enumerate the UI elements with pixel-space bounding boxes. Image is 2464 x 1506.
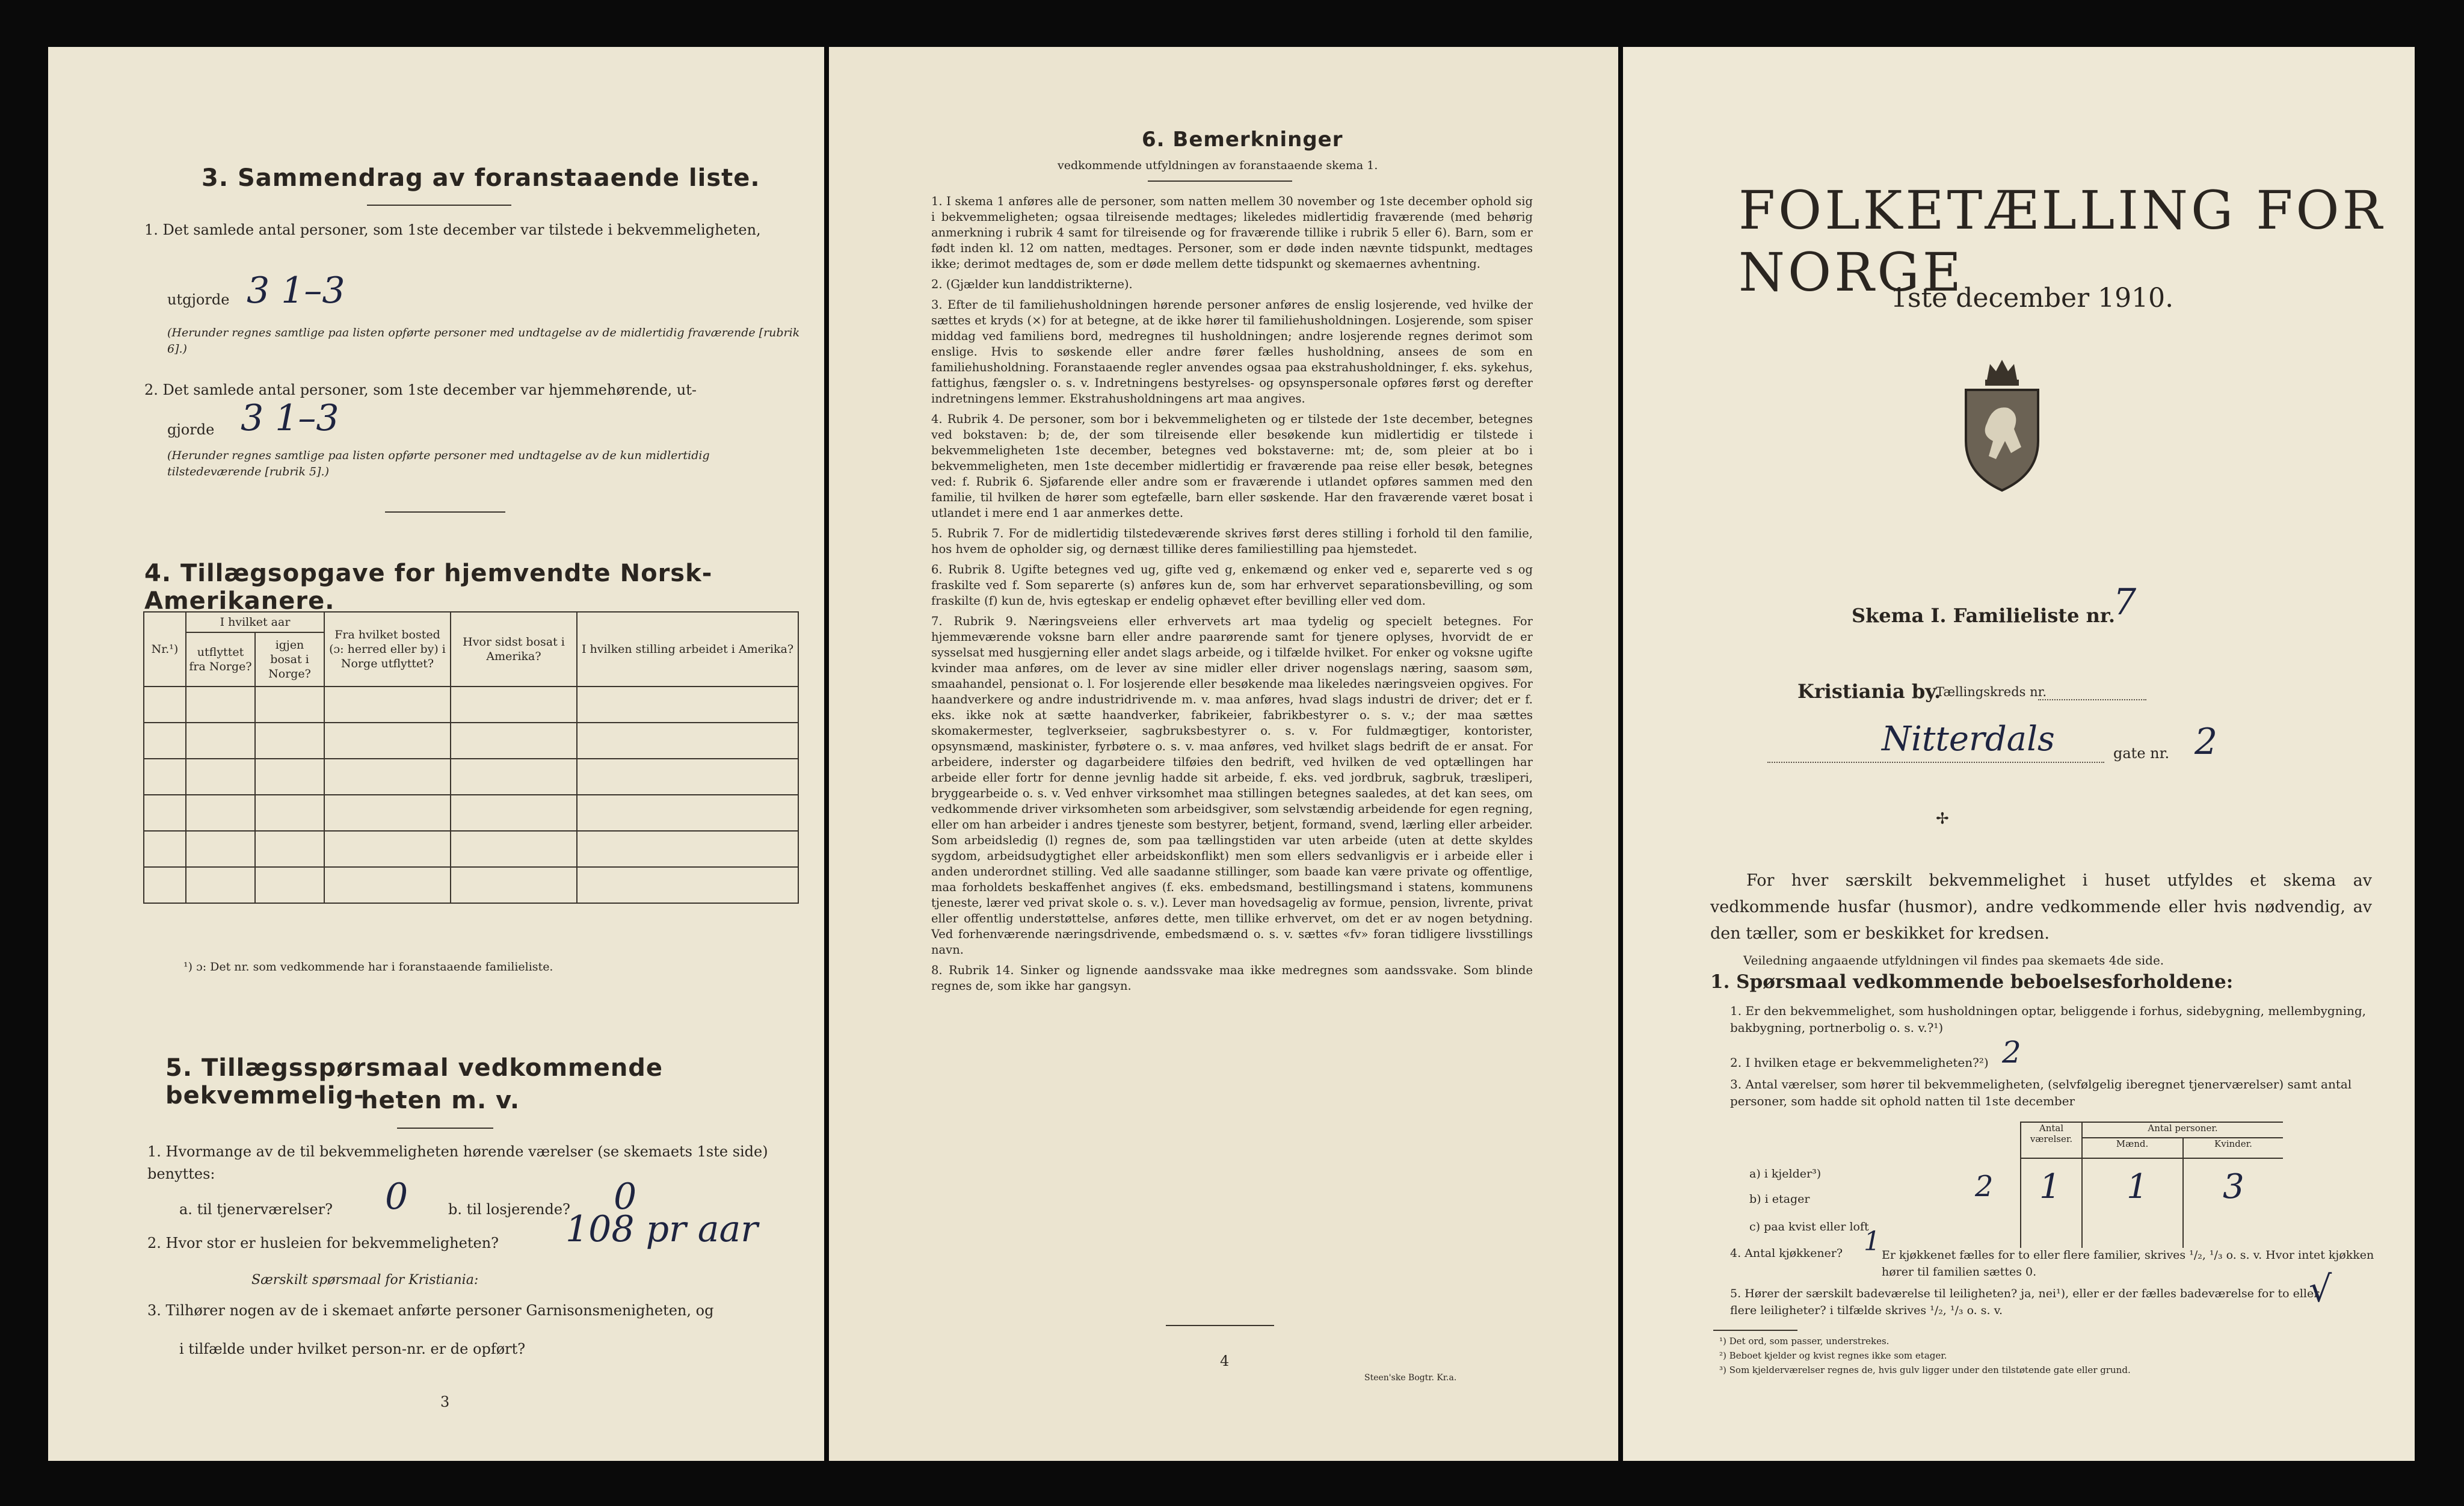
- street-value[interactable]: Nitterdals: [1882, 720, 2055, 759]
- maend-etager[interactable]: 1: [2127, 1167, 2148, 1206]
- q2-text: 2. Hvor stor er husleien for bekvemmeligheten?: [147, 1235, 499, 1251]
- page-number: 3: [440, 1393, 450, 1410]
- printer-mark: Steen'ske Bogtr. Kr.a.: [1364, 1373, 1457, 1383]
- col-antal-personer: Antal personer.: [2083, 1122, 2283, 1138]
- divider: [1148, 181, 1292, 182]
- table-row: [144, 759, 798, 795]
- table-row: [144, 795, 798, 831]
- veiledning: Veiledning angaaende utfyldningen vil findes paa skemaets 4de side.: [1743, 953, 2164, 967]
- left-page: [48, 47, 824, 1461]
- question-1: 1. Er den bekvemmelighet, som husholdningen optar, beliggende i forhus, sidebygning, mellembygning, bakbygning, portnerbolig o. s. v.?¹): [1730, 1004, 2366, 1035]
- note-item: 7. Rubrik 9. Næringsveiens eller erhvervets art maa tydelig og specielt betegnes. For hjemmeværende voksne barn eller andre paarørende samt for tjenere oplyses, hvorvidt de er sysselsat med husgjerning eller andet slags arbeide, og i tilfælde hvilket. For enker og voksne ugifte kvinder maa anføres, om de lever av sine midler eller driver nogenslags næring, saasom søm, smaahandel, pensionat o. l. For losjerende eller besøkende maa likeledes næringsveien opgives. For haandverkere og andre industridrivende m. v. maa anføres, hvad slags industri de driver; det er f. eks. ikke nok at sætte haandverker, fabrikeier, fabrikbestyrer o. s. v.; der maa sættes skomakermester, teglverkseier, sagbruksbestyrer o. s. v. For fuldmægtiger, kontorister, opsynsmænd, maskinister, fyrbøtere o. s. v. maa anføres, ved hvilket slags bedrift de er ansat. For arbeidere, inderster og dagarbeidere tilføies den bedrift, ved hvilken de ved optællingen har arbeide eller fortr for denne jevnlig hadde sit arbeide, f. eks. ved jordbruk, sagbruk, træsliperi, bryggearbeide o. s. v. Ved enhver virksomhet maa stillingen betegnes saaledes, at det kan sees, om vedkommende driver virksomheten som arbeidsgiver, som selvstændig arbeidende for egen regning, eller om han arbeider i andres tjeneste som bestyrer, betjent, formand, svend, lærling eller arbeider. Som arbeidsledig (l) regnes de, som paa tællingstiden var uten arbeide (uten at dette skyldes sygdom, arbeidsudygtighet eller arbeidskonflikt) men som ellers sedvanligvis er i arbeide eller i anden underordnet stilling. Ved alle saadanne stillinger, som baade kan være private og offentlige, maa forholdets beskaffenhet angives (f. eks. embedsmand, bestillingsmand i statens, kommunens tjeneste, lærer ved privat skole o. s. v.). Lever man hovedsagelig av formue, pension, livrente, privat eller offentlig understøttelse, anføres dette, men tillike erhvervet, om det er av nogen betydning. Ved forhenværende næringsdrivende, embedsmænd o. s. v. sættes «fv» foran tidligere livsstillings navn.: [931, 614, 1533, 957]
- middle-page: [829, 47, 1618, 1461]
- questions-title: 1. Spørsmaal vedkommende beboelsesforholdene:: [1710, 971, 2234, 993]
- table-footnote: ¹) ɔ: Det nr. som vedkommende har i foranstaaende familieliste.: [183, 960, 553, 974]
- city: Kristiania by.: [1797, 680, 1941, 703]
- room-table: [2020, 1122, 2283, 1248]
- item-2-note: (Herunder regnes samtlige paa listen opførte personer med undtagelse av de kun midlertidig tilstedeværende [rubrik 5].): [167, 449, 710, 478]
- row-kvist: c) paa kvist eller loft: [1749, 1220, 1869, 1233]
- table-row: [144, 867, 798, 903]
- tellingskreds-field[interactable]: [2038, 699, 2146, 700]
- gate-label: gate nr.: [2113, 745, 2170, 762]
- q3-text2: i tilfælde under hvilket person-nr. er de opført?: [179, 1341, 526, 1357]
- divider: [385, 511, 505, 513]
- table-row: [144, 831, 798, 867]
- norsk-amerikanere-table: [143, 611, 799, 904]
- bemerkninger-title: 6. Bemerkninger: [1142, 128, 1343, 152]
- question-4: 4. Antal kjøkkener?: [1730, 1247, 1843, 1260]
- note-item: 8. Rubrik 14. Sinker og lignende aandssvake maa ikke medregnes som aandssvake. Som blinde regnes de, som ikke har gangsyn.: [931, 963, 1533, 993]
- row-etager: b) i etager: [1749, 1193, 1810, 1206]
- note-item: 2. (Gjælder kun landdistrikterne).: [931, 277, 1133, 291]
- item-1-utgjorde-label: utgjorde: [167, 291, 230, 308]
- ornament-icon: ✢: [1936, 810, 1949, 828]
- col-kvinder: Kvinder.: [2182, 1138, 2283, 1248]
- section-5-title-line2: heten m. v.: [361, 1087, 520, 1114]
- item-2-gjorde-label: gjorde: [167, 421, 215, 438]
- q1b-value[interactable]: 0: [614, 1176, 637, 1218]
- footnote-3: ³) Som kjelderværelser regnes de, hvis gulv ligger under den tilstøtende gate eller grund.: [1719, 1365, 2131, 1375]
- divider: [397, 1128, 493, 1129]
- q1-text: 1. Hvormange av de til bekvemmeligheten hørende værelser (se skemaets 1ste side) benyttes:: [147, 1143, 768, 1182]
- question-5: 5. Hører der særskilt badeværelse til leiligheten? ja, nei¹), eller er der fælles badeværelse for to eller flere leiligheter? i tilfælde skrives ¹/₂, ¹/₃ o. s. v.: [1730, 1287, 2320, 1317]
- col-utflyttet: utflyttet fra Norge?: [186, 632, 255, 687]
- page-number: 4: [1220, 1353, 1230, 1369]
- intro-text: For hver særskilt bekvemmelighet i huset utfyldes et skema av vedkommende husfar (husmor), andre vedkommende eller hvis nødvendig, av den tæller, som er beskikket for kredsen.: [1710, 871, 2372, 943]
- note-item: 6. Rubrik 8. Ugifte betegnes ved ug, gifte ved g, enkemænd og enker ved e, separerte ved s og fraskilte ved f. Som separerte (s) anføres kun de, som har erhvervet separationsbevilling, og som fraskilte (f) kun de, hvis egteskap er endelig ophævet efter bevilling eller ved dom.: [931, 563, 1533, 608]
- question-3: 3. Antal værelser, som hører til bekvemmeligheten, (selvfølgelig iberegnet tjenerværelser) samt antal personer, som hadde sit ophold natten til 1ste december: [1730, 1077, 2352, 1108]
- footnote-2: ²) Beboet kjelder og kvist regnes ikke som etager.: [1719, 1350, 1947, 1361]
- familieliste-nr[interactable]: 7: [2113, 581, 2137, 623]
- col-fra-hvilket-bosted: Fra hvilket bosted (ɔ: herred eller by) i Norge utflyttet?: [324, 612, 451, 687]
- col-stilling: I hvilken stilling arbeidet i Amerika?: [577, 612, 798, 687]
- col-maend: Mænd.: [2116, 1138, 2149, 1149]
- col-hvor-sidst-bosat: Hvor sidst bosat i Amerika?: [451, 612, 577, 687]
- kristiania-note: Særskilt spørsmaal for Kristiania:: [251, 1273, 479, 1288]
- row-etager-handwriting[interactable]: 2: [1975, 1170, 1994, 1203]
- date-line: 1ste december 1910.: [1891, 283, 2174, 313]
- q3-text: 3. Tilhører nogen av de i skemaet anførte personer Garnisonsmenigheten, og: [147, 1302, 714, 1319]
- coat-of-arms-icon: [1954, 357, 2050, 495]
- item-1-note: (Herunder regnes samtlige paa listen opførte personer med undtagelse av de midlertidig fraværende [rubrik 6].): [167, 326, 800, 356]
- q1a-value[interactable]: 0: [385, 1176, 408, 1218]
- section-3-title: 3. Sammendrag av foranstaaende liste.: [202, 164, 760, 192]
- bemerkninger-subtitle: vedkommende utfyldningen av foranstaaende skema 1.: [1058, 159, 1378, 172]
- col-i-hvilket-aar: I hvilket aar: [186, 612, 324, 632]
- note-item: 4. Rubrik 4. De personer, som bor i bekvemmeligheten og er tilstede der 1ste december, betegnes ved bokstaven: b; de, der som tilreisende eller besøkende kun midlertidig er tilstede i bekvemmeligheten 1ste december, betegnes ved bokstaverne: mt; de, som pleier at bo i bekvemmeligheten, men 1ste december midlertidig er fraværende paa reise eller besøk, betegnes ved: f. Rubrik 6. Sjøfarende eller andre som er fraværende i utlandet opføres sammen med den familie, til hvilken de hører som egtefælle, barn eller søskende. Har den fraværende været bosat i utlandet i mere end 1 aar anmerkes dette.: [931, 412, 1533, 520]
- divider: [1166, 1325, 1274, 1326]
- skema-label: Skema I. Familieliste nr.: [1852, 604, 2115, 627]
- etage-value[interactable]: 2: [2002, 1035, 2021, 1070]
- main-title: FOLKETÆLLING FOR NORGE: [1739, 179, 2385, 303]
- gate-nr[interactable]: 2: [2194, 721, 2218, 763]
- note-item: 1. I skema 1 anføres alle de personer, som natten mellem 30 november og 1ste december ophold sig i bekvemmeligheten; ogsaa tilreisende medtages; likeledes midlertidig fraværende (med behørig anmerkning i rubrik 4 samt for tilreisende og for fraværende tillike i rubrik 5 eller 6). Barn, som er født inden kl. 12 om natten, medtages. Personer, som er døde inden nævnte tidspunkt, medtages ikke; derimot medtages de, som er døde mellem dette tidspunkt og skemaernes avhentning.: [931, 194, 1533, 271]
- question-4-rest: Er kjøkkenet fælles for to eller flere familier, skrives ¹/₂, ¹/₃ o. s. v. Hvor intet kjøkken hører til familien sættes 0.: [1882, 1248, 2374, 1279]
- q1a-label: a. til tjenerværelser?: [179, 1201, 333, 1218]
- item-1-value: 3 1–3: [247, 270, 345, 312]
- table-row: [144, 687, 798, 723]
- right-page: [1623, 47, 2415, 1461]
- kvinder-etager[interactable]: 3: [2223, 1167, 2244, 1206]
- col-nr: Nr.¹): [144, 612, 186, 687]
- divider: [367, 205, 511, 206]
- table-row: [144, 723, 798, 759]
- q1b-label: b. til losjerende?: [448, 1201, 570, 1218]
- section-5-title-line1: 5. Tillægsspørsmaal vedkommende bekvemmelig-: [165, 1054, 664, 1109]
- q2-value[interactable]: 108 pr aar: [565, 1208, 758, 1250]
- note-item: 5. Rubrik 7. For de midlertidig tilstedeværende skrives først deres stilling i forhold til den familie, hos hvem de opholder sig, og dernæst tillike deres familiestilling paa hjemstedet.: [931, 526, 1533, 556]
- row-kjelder: a) i kjelder³): [1749, 1167, 1822, 1180]
- street-field[interactable]: [1767, 762, 2104, 763]
- item-2-value: 3 1–3: [241, 397, 339, 439]
- tellingskreds-label: Tællingskreds nr.: [1936, 685, 2047, 699]
- section-4-title: 4. Tillægsopgave for hjemvendte Norsk-Amerikanere.: [144, 560, 713, 615]
- item-2-text: 2. Det samlede antal personer, som 1ste december var hjemmehørende, ut-: [144, 381, 697, 398]
- note-item: 3. Efter de til familiehusholdningen hørende personer anføres de enslig losjerende, ved hvilke der sættes et kryds (×) for at betegne, at de ikke hører til familiehusholdningen. Losjerende, som spiser middag ved familiens bord, medregnes til husholdningen; andre losjerende regnes derimot som enslige. Hvis to søskende eller andre fører fælles husholdning, ansees de som en familiehusholdning. Foranstaaende regler anvendes ogsaa paa ekstrahusholdninger, f. eks. sykehus, fattighus, fængsler o. s. v. Indretningens bestyrelses- og opsynspersonale opføres først og derefter indretningens lemmer. Ekstrahusholdningens art maa angives.: [931, 298, 1533, 406]
- col-antal-vaerelser: Antal værelser.: [2021, 1122, 2083, 1159]
- divider: [1713, 1330, 1797, 1331]
- kjokkener-value[interactable]: 1: [1864, 1226, 1880, 1257]
- question-2: 2. I hvilken etage er bekvemmeligheten?²): [1730, 1055, 1989, 1070]
- badevaerelse-mark[interactable]: √: [2309, 1268, 2332, 1310]
- notes-list: [931, 194, 1533, 999]
- footnote-1: ¹) Det ord, som passer, understrekes.: [1719, 1336, 1890, 1347]
- item-1-text: 1. Det samlede antal personer, som 1ste december var tilstede i bekvemmeligheten,: [144, 221, 761, 238]
- rooms-etager[interactable]: 1: [2039, 1167, 2061, 1206]
- col-igjen-bosat: igjen bosat i Norge?: [255, 632, 324, 687]
